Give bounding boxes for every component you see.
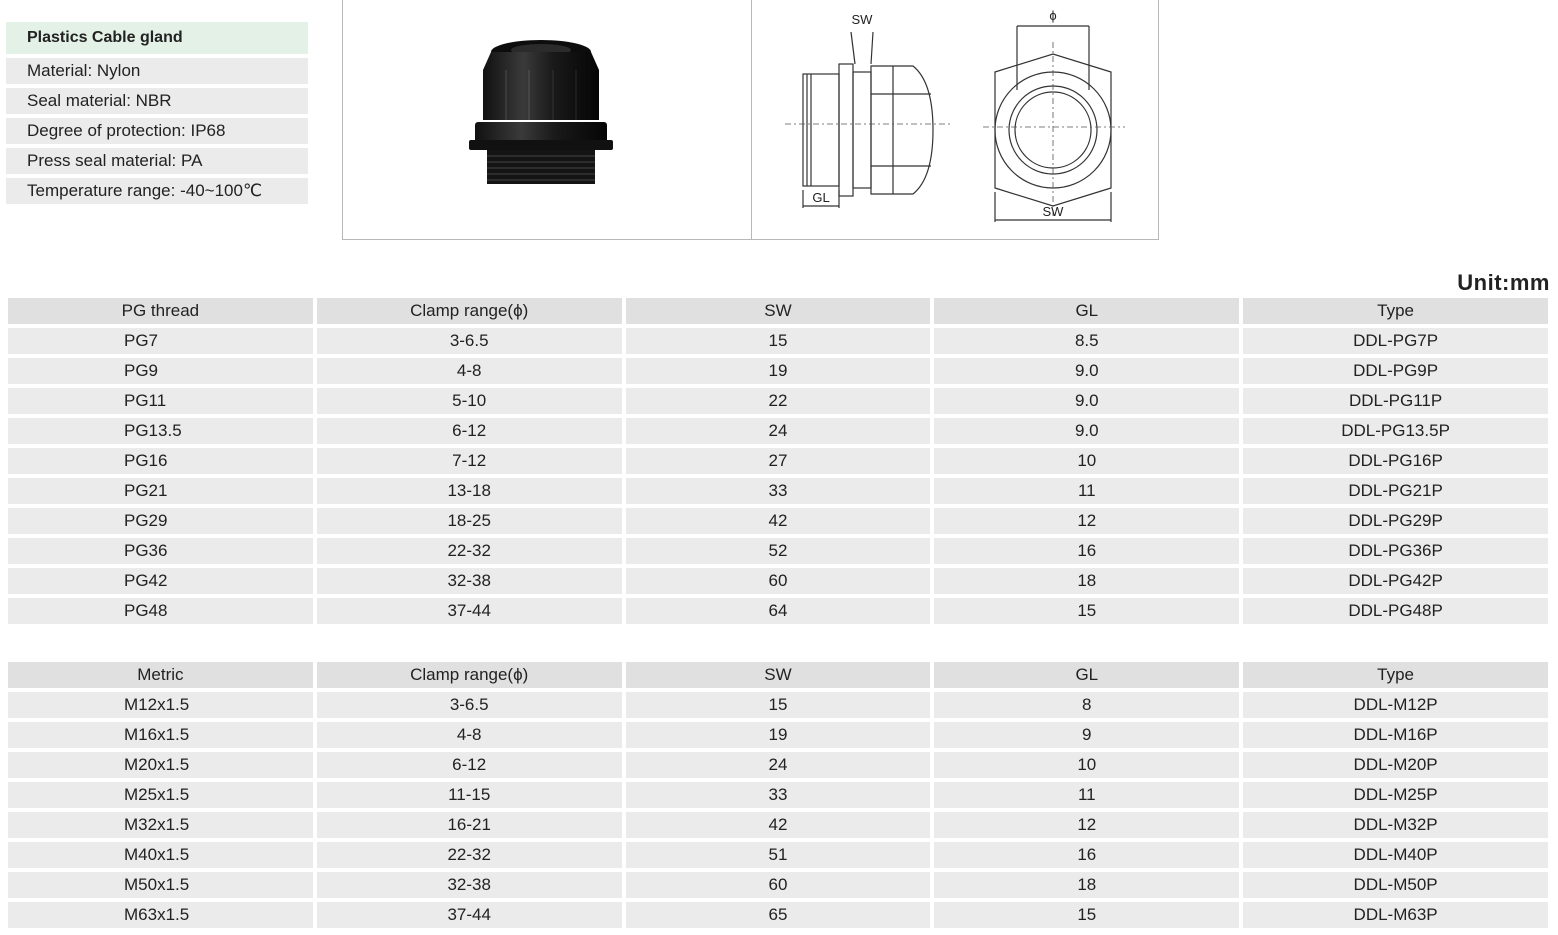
cell-type: DDL-M16P [1243,722,1548,748]
cell-sw: 42 [626,812,931,838]
figure-divider [751,0,752,240]
sw-label-front: SW [1042,204,1064,219]
phi-label: ϕ [1049,8,1057,23]
cell-sw: 60 [626,872,931,898]
cell-sw: 65 [626,902,931,928]
table-row [8,722,1548,748]
table-row [8,358,1548,384]
gl-label: GL [812,190,830,205]
cell-sw: 52 [626,538,931,564]
spec-seal-material: Seal material: NBR [6,88,308,114]
cell-sw: 27 [626,448,931,474]
col-header-sw: SW [626,662,931,688]
cell-clamp-range: 6-12 [317,418,622,444]
cell-thread: PG11 [8,388,313,414]
cell-sw: 51 [626,842,931,868]
cell-gl: 18 [934,568,1239,594]
cell-clamp-range: 4-8 [317,722,622,748]
cell-sw: 15 [626,692,931,718]
cell-clamp-range: 4-8 [317,358,622,384]
cell-gl: 11 [934,478,1239,504]
cell-type: DDL-PG42P [1243,568,1548,594]
cell-type: DDL-M12P [1243,692,1548,718]
cell-sw: 19 [626,358,931,384]
cell-type: DDL-M40P [1243,842,1548,868]
cell-type: DDL-PG11P [1243,388,1548,414]
table-row [8,752,1548,778]
cell-thread: PG16 [8,448,313,474]
cell-thread: PG7 [8,328,313,354]
cell-gl: 9.0 [934,418,1239,444]
col-header-type: Type [1243,662,1548,688]
cell-thread: M16x1.5 [8,722,313,748]
col-header-type: Type [1243,298,1548,324]
cell-clamp-range: 5-10 [317,388,622,414]
cell-sw: 60 [626,568,931,594]
cell-thread: M12x1.5 [8,692,313,718]
cell-type: DDL-PG29P [1243,508,1548,534]
cell-gl: 18 [934,872,1239,898]
cell-sw: 22 [626,388,931,414]
cell-clamp-range: 32-38 [317,568,622,594]
table-row [8,478,1548,504]
spec-list [6,22,308,208]
cell-thread: PG42 [8,568,313,594]
cell-sw: 33 [626,782,931,808]
spec-protection: Degree of protection: IP68 [6,118,308,144]
cell-thread: PG48 [8,598,313,624]
cell-gl: 11 [934,782,1239,808]
table-row [8,418,1548,444]
cell-type: DDL-M63P [1243,902,1548,928]
cell-clamp-range: 18-25 [317,508,622,534]
cell-clamp-range: 32-38 [317,872,622,898]
cell-gl: 16 [934,842,1239,868]
table-row [8,782,1548,808]
cell-gl: 8.5 [934,328,1239,354]
col-header-clamp-range: Clamp range(ϕ) [317,298,622,324]
cell-clamp-range: 3-6.5 [317,692,622,718]
table-row [8,388,1548,414]
cell-gl: 12 [934,508,1239,534]
cell-type: DDL-PG16P [1243,448,1548,474]
cell-gl: 10 [934,752,1239,778]
table-row [8,568,1548,594]
cell-clamp-range: 22-32 [317,538,622,564]
cell-clamp-range: 11-15 [317,782,622,808]
cell-clamp-range: 6-12 [317,752,622,778]
cell-sw: 15 [626,328,931,354]
cell-clamp-range: 16-21 [317,812,622,838]
col-header-sw: SW [626,298,931,324]
cell-thread: PG9 [8,358,313,384]
cell-sw: 19 [626,722,931,748]
table-header-row [8,662,1548,688]
cell-thread: M25x1.5 [8,782,313,808]
cell-type: DDL-M32P [1243,812,1548,838]
table-row [8,598,1548,624]
cell-thread: M20x1.5 [8,752,313,778]
cell-clamp-range: 3-6.5 [317,328,622,354]
cell-sw: 42 [626,508,931,534]
spec-press-seal: Press seal material: PA [6,148,308,174]
cell-thread: PG21 [8,478,313,504]
cell-clamp-range: 13-18 [317,478,622,504]
col-header-clamp-range: Clamp range(ϕ) [317,662,622,688]
cell-clamp-range: 7-12 [317,448,622,474]
cell-thread: PG29 [8,508,313,534]
cell-type: DDL-PG9P [1243,358,1548,384]
cell-clamp-range: 37-44 [317,598,622,624]
table-row [8,692,1548,718]
pg-thread-table [4,294,1552,628]
cell-type: DDL-M20P [1243,752,1548,778]
cell-sw: 24 [626,752,931,778]
spec-material: Material: Nylon [6,58,308,84]
cell-type: DDL-PG7P [1243,328,1548,354]
cell-gl: 15 [934,598,1239,624]
sw-label-side: SW [851,12,873,27]
product-figure [342,0,1159,240]
table-row [8,508,1548,534]
cell-type: DDL-PG36P [1243,538,1548,564]
table-row [8,902,1548,928]
cell-gl: 9.0 [934,358,1239,384]
table-row [8,842,1548,868]
cell-clamp-range: 37-44 [317,902,622,928]
cell-gl: 9.0 [934,388,1239,414]
cell-thread: M63x1.5 [8,902,313,928]
cell-sw: 64 [626,598,931,624]
cell-thread: M50x1.5 [8,872,313,898]
cable-gland-photo [461,30,621,195]
col-header-metric: Metric [8,662,313,688]
cell-thread: M32x1.5 [8,812,313,838]
cell-sw: 24 [626,418,931,444]
cell-thread: PG13.5 [8,418,313,444]
cell-thread: M40x1.5 [8,842,313,868]
cell-sw: 33 [626,478,931,504]
cell-clamp-range: 22-32 [317,842,622,868]
table-row [8,872,1548,898]
product-title: Plastics Cable gland [6,22,308,54]
spec-temperature: Temperature range: -40~100℃ [6,178,308,204]
cell-type: DDL-PG48P [1243,598,1548,624]
cell-type: DDL-PG21P [1243,478,1548,504]
technical-drawing [763,2,1143,238]
table-row [8,538,1548,564]
cell-gl: 10 [934,448,1239,474]
cell-type: DDL-M50P [1243,872,1548,898]
cell-type: DDL-PG13.5P [1243,418,1548,444]
metric-thread-table [4,658,1552,932]
cell-gl: 16 [934,538,1239,564]
cell-gl: 15 [934,902,1239,928]
cell-thread: PG36 [8,538,313,564]
table-row [8,328,1548,354]
cell-gl: 12 [934,812,1239,838]
col-header-pg-thread: PG thread [8,298,313,324]
cell-type: DDL-M25P [1243,782,1548,808]
table-header-row [8,298,1548,324]
cell-gl: 9 [934,722,1239,748]
col-header-gl: GL [934,662,1239,688]
unit-label: Unit:mm [1457,270,1550,295]
table-row [8,448,1548,474]
col-header-gl: GL [934,298,1239,324]
table-row [8,812,1548,838]
cell-gl: 8 [934,692,1239,718]
